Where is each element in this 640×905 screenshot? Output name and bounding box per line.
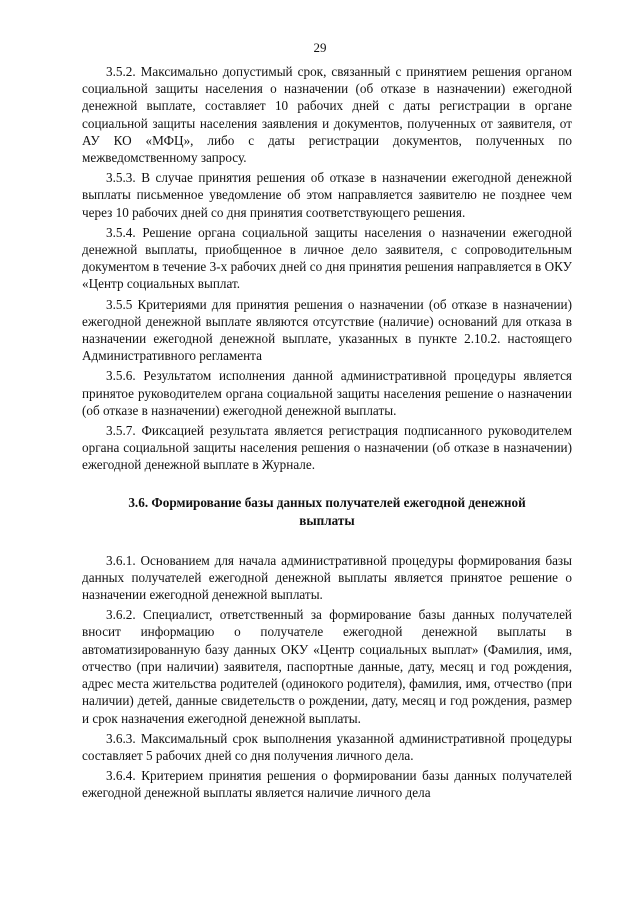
paragraph-3-6-4: 3.6.4. Критерием принятия решения о формировании базы данных получателей ежегодной денежной выплаты является наличие личного дела (82, 768, 572, 801)
section-heading-3-6: 3.6. Формирование базы данных получателей ежегодной денежной выплаты (128, 494, 526, 528)
document-body (82, 63, 572, 802)
paragraph-3-6-2: 3.6.2. Специалист, ответственный за формирование базы данных получателей вносит информацию о получателе ежегодной денежной выплаты в автоматизированную базу данных ОКУ «Центр социальных выплат» (Фамилия, имя, отчество (при наличии) заявителя, паспортные данные, дату, месяц и год рождения, адрес места жительства родителей (одинокого родителя), фамилия, имя, отчество (при наличии) детей, данные свидетельств о рождении, дату, месяц и год рождения, размер и срок назначения ежегодной денежной выплаты. (82, 607, 572, 726)
paragraph-3-5-5: 3.5.5 Критериями для принятия решения о назначении (об отказе в назначении) ежегодной денежной выплате являются отсутствие (наличие) оснований для отказа в назначении ежегодной денежной выплате, указанных в пункте 2.10.2. настоящего Административного регламента (82, 296, 572, 364)
page-number: 29 (313, 40, 327, 55)
paragraph-3-6-1: 3.6.1. Основанием для начала административной процедуры формирования базы данных получателей ежегодной денежной выплаты является принятое решение о назначении ежегодной денежной выплаты. (82, 552, 572, 603)
paragraph-3-5-7: 3.5.7. Фиксацией результата является регистрация подписанного руководителем органа социальной защиты населения решения о назначении (об отказе в назначении) ежегодной денежной выплате в Журнале. (82, 423, 572, 473)
paragraph-3-5-6: 3.5.6. Результатом исполнения данной административной процедуры является принятое руководителем органа социальной защиты населения решение о назначении (об отказе в назначении) ежегодной денежной выплаты. (82, 368, 572, 418)
paragraph-3-5-4: 3.5.4. Решение органа социальной защиты населения о назначении ежегодной денежной выплаты, приобщенное в личное дело заявителя, с сопроводительным документом в течение 3-х рабочих дней со дня принятия решения направляется в ОКУ «Центр социальных выплат. (82, 224, 572, 292)
paragraph-3-5-2: 3.5.2. Максимально допустимый срок, связанный с принятием решения органом социальной защиты населения о назначении (об отказе в назначении) ежегодной денежной выплате, составляет 10 рабочих дней с даты регистрации в органе социальной защиты населения заявления и документов, полученных от заявителя, от АУ КО «МФЦ», либо с даты регистрации документов, полученных по межведомственному запросу. (82, 64, 572, 166)
paragraph-3-5-3: 3.5.3. В случае принятия решения об отказе в назначении ежегодной денежной выплаты письменное уведомление об этом направляется заявителю не позднее чем через 10 рабочих дней со дня принятия соответствующего решения. (82, 170, 572, 220)
paragraph-3-6-3: 3.6.3. Максимальный срок выполнения указанной административной процедуры составляет 5 рабочих дней со дня получения личного дела. (82, 730, 572, 763)
